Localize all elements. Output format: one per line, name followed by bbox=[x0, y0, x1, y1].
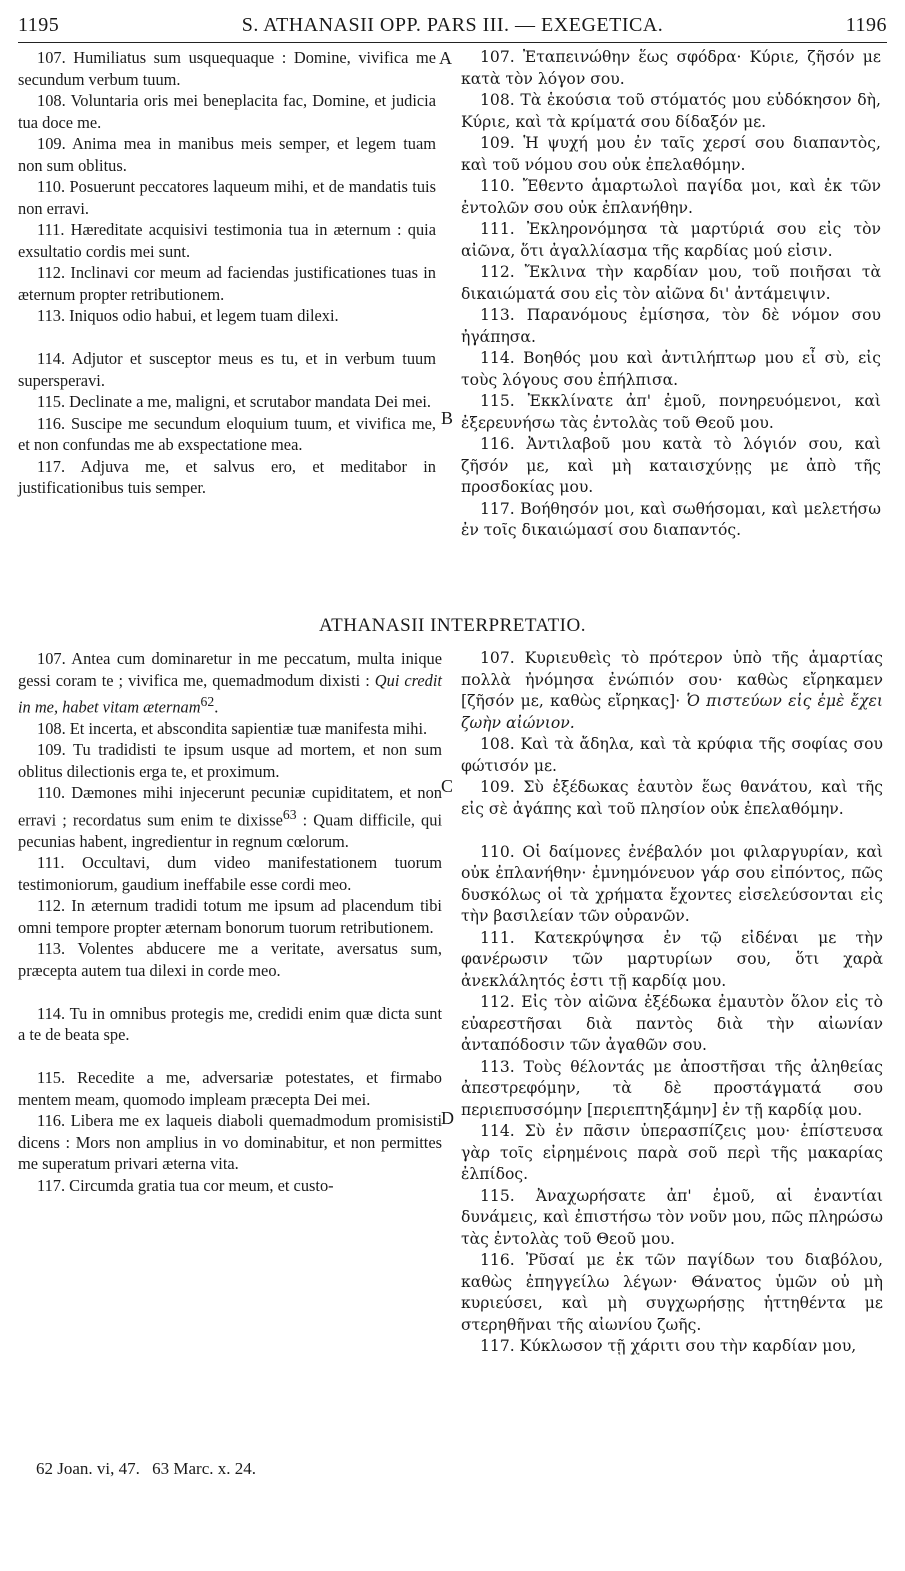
greek-column-top bbox=[461, 47, 881, 542]
latin-column-top bbox=[18, 47, 436, 499]
page-number-right: 1196 bbox=[845, 14, 887, 36]
interp-latin-110-quote: : Quam difficile, qui pecunias habent, ingredientur in regnum cœlorum. bbox=[18, 810, 442, 851]
verse-greek-113: 113. Παρανόμους ἐμίσησα, τὸν δὲ νόμον σου ἠγάπησα. bbox=[461, 306, 881, 346]
verse-latin-112: 112. Inclinavi cor meum ad faciendas justificationes tuas in æternum propter retributionem. bbox=[18, 263, 436, 304]
interp-greek-111: 111. Κατεκρύψησα ἐν τῷ εἰδέναι με τὴν φανέρωσιν τῶν μαρτυρίων σου, ὅτι χαρὰ ἀνεκλάλητός ἐστι τῇ καρδίᾳ μου. bbox=[461, 928, 883, 990]
verse-latin-109: 109. Anima mea in manibus meis semper, et legem tuam non sum oblitus. bbox=[18, 134, 436, 175]
interp-latin-109: 109. Tu tradidisti te ipsum usque ad mortem, et non sum oblitus dilectionis erga te, et proximum. bbox=[18, 740, 442, 781]
verse-latin-111: 111. Hæreditate acquisivi testimonia tua in æternum : quia exsultatio cordis mei sunt. bbox=[18, 220, 436, 261]
interp-greek-112: 112. Εἰς τὸν αἰῶνα ἐξέδωκα ἐμαυτὸν ὅλον εἰς τὸ εὐαρεστῆσαι διὰ παντὸς διὰ τὴν αἰωνίαν ἀνταπόδοσιν τῶν ἀγαθῶν σου. bbox=[461, 993, 883, 1054]
verse-greek-107: 107. Ἐταπεινώθην ἕως σφόδρα· Κύριε, ζῆσόν με κατὰ τὸν λόγον σου. bbox=[461, 48, 881, 88]
footnotes bbox=[36, 1459, 264, 1479]
verse-greek-116: 116. Ἀντιλαβοῦ μου κατὰ τὸ λόγιόν σου, καὶ ζῆσόν με, καὶ μὴ καταισχύνῃς με ἀπὸ τῆς προσδοκίας μου. bbox=[461, 435, 881, 496]
interp-latin-110-text: 110. Dæmones mihi injecerunt pecuniæ cupiditatem, et non erravi ; recordatus sum enim te dixisse bbox=[18, 783, 442, 830]
interp-latin-110 bbox=[18, 782, 442, 852]
interp-greek-109: 109. Σὺ ἐξέδωκας ἑαυτὸν ἕως θανάτου, καὶ τῆς εἰς σὲ ἀγάπης καὶ τοῦ πλησίον οὐκ ἐπελαθόμην. bbox=[461, 778, 883, 818]
verse-latin-115: 115. Declinate a me, maligni, et scrutabor mandata Dei mei. bbox=[37, 392, 431, 411]
interp-greek-113: 113. Τοὺς θέλοντάς με ἀποστῆσαι τῆς ἀληθείας ἀπεστρεφόμην, τὰ δὲ προστάγματά σου περιεπυσσόμην [περιεπτηξάμην] ἐν τῇ καρδίᾳ μου. bbox=[461, 1057, 883, 1119]
interp-latin-113: 113. Volentes abducere me a veritate, aversatus sum, præcepta autem tua dilexi in corde meo. bbox=[18, 939, 442, 980]
verse-latin-114: 114. Adjutor et susceptor meus es tu, et in verbum tuum supersperavi. bbox=[18, 349, 436, 390]
interp-greek-107-text: 107. Κυριευθεὶς τὸ πρότερον ὑπὸ τῆς ἁμαρτίας πολλὰ ἠνόμησα ἐνώπιόν σου· καθὼς εἴρηκαμεν [ζῆσόν με, καθὼς εἴρηκας]· bbox=[461, 649, 883, 710]
margin-letter-d: D bbox=[441, 1108, 454, 1128]
interp-latin-116: 116. Libera me ex laqueis diaboli quemadmodum promisisti dicens : Mors non amplius in vo dominabitur, et non permittes me superatum privari æterna vita. bbox=[18, 1111, 442, 1174]
interp-latin-112: 112. In æternum tradidi totum me ipsum ad placendum tibi omni tempore propter æternam bonorum tuorum retributionem. bbox=[18, 896, 442, 937]
margin-letter-c: C bbox=[441, 776, 454, 796]
header-rule bbox=[18, 42, 887, 43]
margin-letter-a: A bbox=[439, 48, 452, 68]
interp-latin-107: 107. Antea cum dominaretur in me peccatum, multa inique gessi coram te ; vivifica me, quemadmodum dixisti : Qui credit in me, habet vitam æternam$^{62}$. bbox=[18, 649, 442, 717]
footnote-62: 62 Joan. vi, 47. bbox=[36, 1459, 140, 1478]
interp-latin-117: 117. Circumda gratia tua cor meum, et custo- bbox=[37, 1175, 334, 1195]
interp-greek-117: 117. Κύκλωσον τῇ χάριτι σου τὴν καρδίαν μου, bbox=[480, 1337, 857, 1355]
interp-latin-115: 115. Recedite a me, adversariæ potestates, et firmabo mentem meam, quomodo impleam præcepta Dei mei. bbox=[18, 1068, 442, 1109]
interp-greek-108: 108. Καὶ τὰ ἄδηλα, καὶ τὰ κρύφια τῆς σοφίας σου φώτισόν με. bbox=[461, 735, 883, 775]
interp-greek-107 bbox=[461, 648, 883, 734]
section-title: ATHANASII INTERPRETATIO. bbox=[319, 615, 586, 636]
interp-greek-115: 115. Ἀναχωρήσατε ἀπ' ἐμοῦ, αἱ ἐναντίαι δυνάμεις, καὶ ἐπιστήσω τὸν νοῦν μου, πῶς πληρώσω τὰς ἐντολὰς τοῦ Θεοῦ μου. bbox=[461, 1186, 883, 1248]
verse-greek-114: 114. Βοηθός μου καὶ ἀντιλήπτωρ μου εἶ σὺ, εἰς τοὺς λόγους σου ἐπήλπισα. bbox=[461, 349, 881, 389]
interp-latin-107-text: 107. Antea cum dominaretur in me peccatum, multa inique gessi coram te ; vivifica me, quemadmodum dixisti : bbox=[18, 649, 442, 690]
interp-latin-111: 111. Occultavi, dum video manifestationem tuorum testimoniorum, gaudium ineffabile esse cordi meo. bbox=[18, 853, 442, 894]
latin-column-bottom bbox=[18, 648, 442, 1196]
interp-greek-114: 114. Σὺ ἐν πᾶσιν ὑπερασπίζεις μου· ἐπίστευσα γὰρ τοῖς εἰρημένοις παρὰ σοῦ περὶ τῆς μακαρίας ἐλπίδος. bbox=[461, 1122, 883, 1183]
verse-greek-110: 110. Ἔθεντο ἁμαρτωλοὶ παγίδα μοι, καὶ ἐκ τῶν ἐντολῶν σου οὐκ ἐπλανήθην. bbox=[461, 177, 881, 217]
verse-greek-108: 108. Τὰ ἑκούσια τοῦ στόματός μου εὐδόκησον δὴ, Κύριε, καὶ τὰ κρίματά σου δίδαξόν με. bbox=[461, 91, 881, 131]
verse-greek-117: 117. Βοήθησόν μοι, καὶ σωθήσομαι, καὶ μελετήσω ἐν τοῖς δικαιώμασί σου διαπαντός. bbox=[461, 499, 881, 539]
page-number-left: 1195 bbox=[18, 14, 60, 36]
footnote-63: 63 Marc. x. 24. bbox=[152, 1459, 257, 1478]
running-header bbox=[18, 14, 887, 42]
interp-greek-110: 110. Οἱ δαίμονες ἐνέβαλόν μοι φιλαργυρίαν, καὶ οὐκ ἐπλανήθην· ἐμνημόνευον γάρ σου εἰπόντος, πῶς δυσκόλως οἱ τὰ χρήματα ἔχοντες εἰσελεύσονται εἰς τὴν βασιλείαν τῶν οὐρανῶν. bbox=[461, 842, 883, 925]
footnote-ref-62: 62 bbox=[200, 694, 215, 709]
interp-latin-107-quote: Qui credit in me, habet vitam æternam bbox=[18, 670, 442, 717]
verse-greek-111: 111. Ἐκληρονόμησα τὰ μαρτύριά σου εἰς τὸν αἰῶνα, ὅτι ἀγαλλίασμα τῆς καρδίας μού εἰσιν. bbox=[461, 220, 881, 260]
verse-latin-117: 117. Adjuva me, et salvus ero, et meditabor in justificationibus tuis semper. bbox=[18, 456, 436, 497]
verse-latin-116: 116. Suscipe me secundum eloquium tuum, et vivifica me, et non confundas me ab exspectatione mea. bbox=[18, 413, 436, 454]
verse-greek-112: 112. Ἔκλινα τὴν καρδίαν μου, τοῦ ποιῆσαι τὰ δικαιώματά σου εἰς τὸν αἰῶνα δι' ἀντάμειψιν. bbox=[461, 263, 881, 303]
interp-greek-116: 116. Ῥῦσαί με ἐκ τῶν παγίδων του διαβόλου, καθὼς ἐπηγγείλω λέγων· Θάνατος ὑμῶν οὐ μὴ κυριεύσει, καὶ μὴ συγχωρήσῃς ἡττηθέντα με στερηθῆναι τῆς αἰωνίου ζωῆς. bbox=[461, 1251, 883, 1334]
verse-latin-113: 113. Iniquos odio habui, et legem tuam dilexi. bbox=[37, 306, 339, 325]
running-title: S. ATHANASII OPP. PARS III. — EXEGETICA. bbox=[241, 14, 664, 36]
interp-latin-114: 114. Tu in omnibus protegis me, credidi enim quæ dicta sunt a te de beata spe. bbox=[18, 1003, 442, 1045]
verse-greek-115: 115. Ἐκκλίνατε ἀπ' ἐμοῦ, πονηρευόμενοι, καὶ ἐξερευνήσω τὰς ἐντολὰς τοῦ Θεοῦ μου. bbox=[461, 392, 881, 432]
verse-latin-110: 110. Posuerunt peccatores laqueum mihi, et de mandatis tuis non erravi. bbox=[18, 177, 436, 218]
verse-latin-107: 107. Humiliatus sum usquequaque : Domine, vivifica me secundum verbum tuum. bbox=[18, 48, 436, 89]
verse-greek-109: 109. Ἡ ψυχή μου ἐν ταῖς χερσί σου διαπαντὸς, καὶ τοῦ νόμου σου οὐκ ἐπελαθόμην. bbox=[461, 134, 881, 174]
interp-greek-107-quote: Ὁ πιστεύων εἰς ἐμὲ ἔχει ζωὴν αἰώνιον. bbox=[461, 692, 883, 732]
footnote-ref-63: 63 bbox=[282, 806, 297, 822]
margin-letter-b: B bbox=[441, 408, 454, 428]
greek-column-bottom bbox=[461, 648, 883, 1358]
verse-latin-108: 108. Voluntaria oris mei beneplacita fac, Domine, et judicia tua doce me. bbox=[18, 91, 436, 132]
interp-latin-108: 108. Et incerta, et abscondita sapientiæ tuæ manifesta mihi. bbox=[37, 718, 428, 738]
